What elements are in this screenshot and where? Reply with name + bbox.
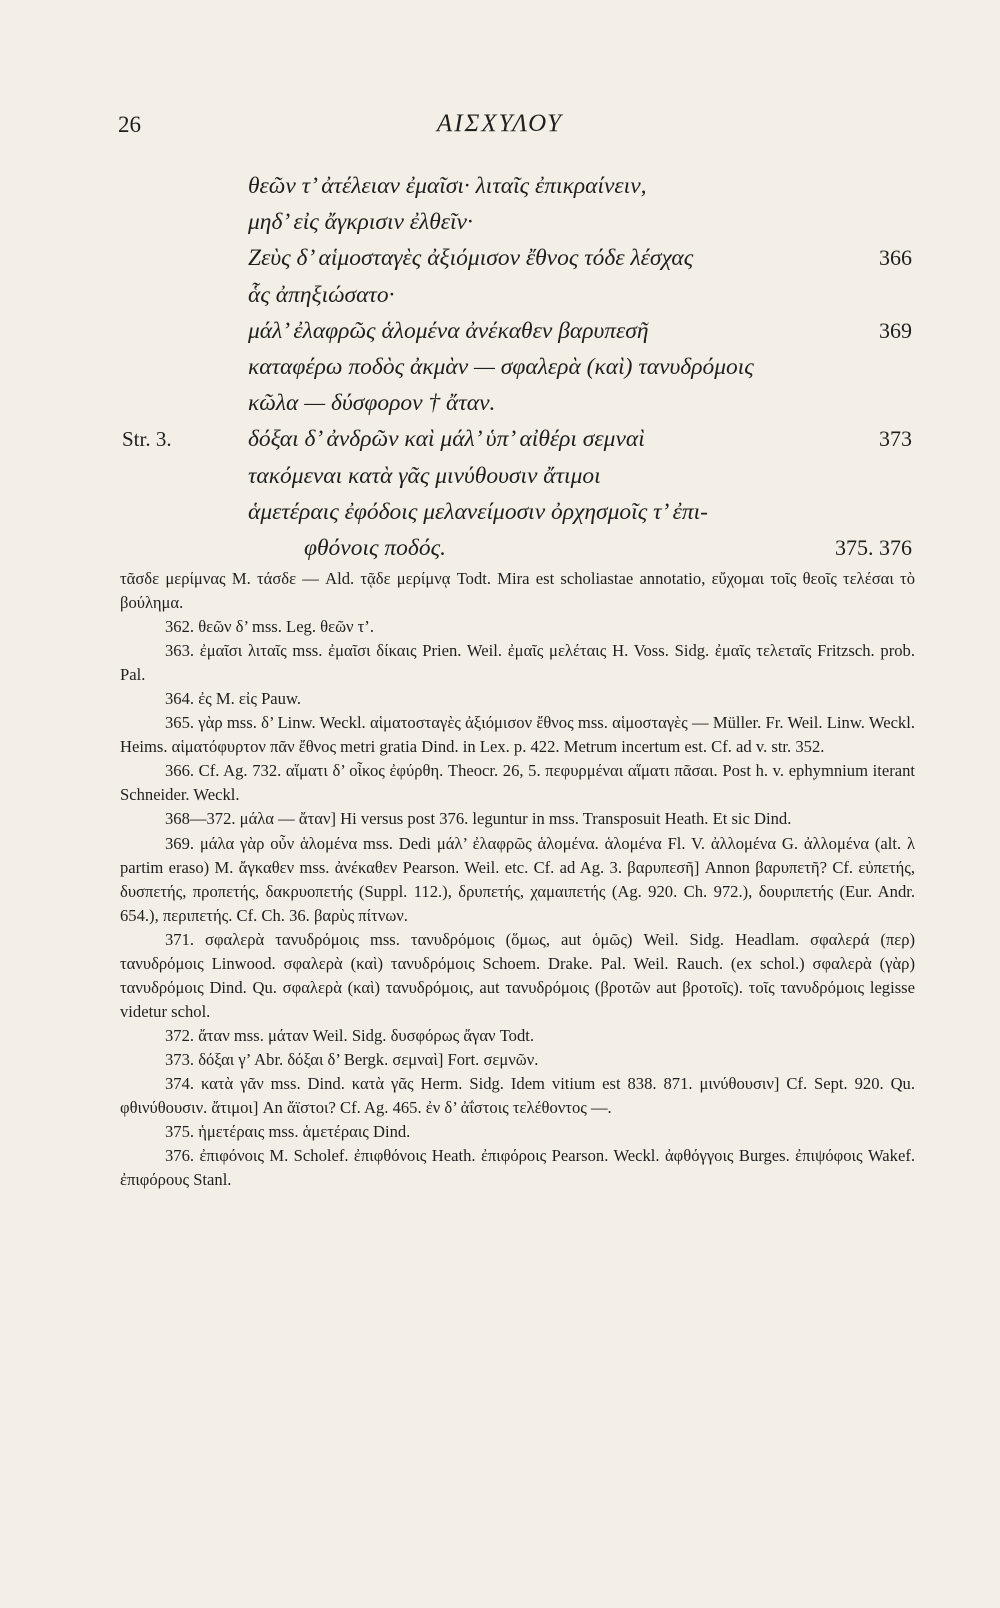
running-head: ΑΙΣΧΥΛΟΥ	[436, 110, 564, 137]
line-number: 373	[879, 426, 912, 452]
critical-apparatus	[120, 567, 915, 1192]
apparatus-note: 375. ἡμετέραις mss. ἁμετέραις Dind.	[165, 1122, 411, 1142]
apparatus-note: 371. σφαλερὰ τανυδρόμοις mss. τανυδρόμοις (ὅμως, aut ὁμῶς) Weil. Sidg. Headlam. σφαλερά (περ) τανυδρόμοις Linwood. σφαλερὰ (καὶ) τανυδρόμοις Schoem. Drake. Pal. Weil. Rauch. (ex schol.) σφαλερὰ (γὰρ) τανυδρόμοις Dind. Qu. σφαλερὰ (καὶ) τανυδρόμοις, aut τανυδρόμοις (βροτῶν aut βροτοῖς). τοῖς τανυδρόμοις legisse videtur schol.	[120, 929, 915, 1021]
apparatus-note: 376. ἐπιφόνοις M. Scholef. ἐπιφθόνοις Heath. ἐπιφόροις Pearson. Weckl. ἀφθόγγοις Burges. ἐπιψόφοις Wakef. ἐπιφόρους Stanl.	[120, 1146, 915, 1190]
strophe-label: Str. 3.	[122, 427, 172, 452]
verse-line	[0, 494, 1000, 530]
verse-line	[0, 421, 1000, 457]
verse-text: καταφέρω ποδὸς ἀκμὰν — σφαλερὰ (καὶ) τανυδρόμοις	[248, 353, 754, 380]
verse-text: φθόνοις ποδός.	[304, 534, 447, 561]
apparatus-note: 372. ἄταν mss. μάταν Weil. Sidg. δυσφόρως ἄγαν Todt.	[165, 1025, 535, 1045]
page-number: 26	[118, 112, 141, 137]
verse-line	[0, 204, 1000, 240]
verse-block	[0, 168, 1000, 566]
verse-line	[0, 530, 1000, 566]
verse-line	[0, 240, 1000, 276]
line-number: 375. 376	[835, 534, 912, 560]
verse-text: μάλ’ ἐλαφρῶς ἁλομένα ἀνέκαθεν βαρυπεσῆ	[248, 317, 649, 344]
verse-text: ἁμετέραις ἐφόδοις μελανείμοσιν ὀρχησμοῖς τ’ ἐπι-	[248, 498, 708, 525]
apparatus-note: 373. δόξαι γ’ Abr. δόξαι δ’ Bergk. σεμναὶ] Fort. σεμνῶν.	[165, 1049, 539, 1069]
apparatus-note: 366. Cf. Ag. 732. αἵματι δ’ οἶκος ἐφύρθη. Theocr. 26, 5. πεφυρμέναι αἵματι πᾶσαι. Post h. v. ephymnium iterant Schneider. Weckl.	[120, 761, 915, 805]
verse-text: κῶλα — δύσφορον † ἄταν.	[248, 390, 496, 417]
apparatus-note: 362. θεῶν δ’ mss. Leg. θεῶν τ’.	[165, 617, 374, 637]
verse-line	[0, 458, 1000, 494]
verse-text: Ζεὺς δ’ αἱμοσταγὲς ἀξιόμισον ἔθνος τόδε λέσχας	[248, 245, 694, 272]
line-number: 366	[879, 245, 912, 271]
verse-text: μηδ’ εἰς ἄγκρισιν ἐλθεῖν·	[248, 209, 473, 236]
apparatus-note: 368—372. μάλα — ἄταν] Hi versus post 376. leguntur in mss. Transposuit Heath. Et sic Dind.	[165, 809, 792, 829]
verse-text: τακόμεναι κατὰ γᾶς μινύθουσιν ἄτιμοι	[248, 462, 601, 489]
apparatus-note: 363. ἐμαῖσι λιταῖς mss. ἐμαῖσι δίκαις Prien. Weil. ἐμαῖς μελέταις H. Voss. Sidg. ἐμαῖς τελεταῖς Fritzsch. prob. Pal.	[120, 641, 915, 685]
verse-line	[0, 168, 1000, 204]
apparatus-note: 374. κατὰ γᾶν mss. Dind. κατὰ γᾶς Herm. Sidg. Idem vitium est 838. 871. μινύθουσιν] Cf. Sept. 920. Qu. φθινύθουσιν. ἄτιμοι] An ἄϊστοι? Cf. Ag. 465. ἐν δ’ ἀΐστοις τελέθοντος —.	[120, 1073, 915, 1118]
verse-text: δόξαι δ’ ἀνδρῶν καὶ μάλ’ ὑπ’ αἰθέρι σεμναὶ	[248, 426, 645, 453]
apparatus-note: 364. ἐς M. εἰς Pauw.	[165, 689, 302, 709]
verse-line	[0, 385, 1000, 421]
verse-line	[0, 349, 1000, 385]
apparatus-note: 365. γὰρ mss. δ’ Linw. Weckl. αἱματοσταγὲς ἀξιόμισον ἔθνος mss. αἱμοσταγὲς — Müller. Fr. Weil. Linw. Weckl. Heims. αἱματόφυρτον πᾶν ἔθνος metri gratia Dind. in Lex. p. 422. Metrum incertum est. Cf. ad v. str. 352.	[120, 713, 915, 757]
verse-text: θεῶν τ’ ἀτέλειαν ἐμαῖσι· λιταῖς ἐπικραίνειν,	[248, 173, 647, 199]
verse-text: ἇς ἀπηξιώσατο·	[248, 281, 395, 308]
apparatus-note: 369. μάλα γὰρ οὖν ἁλομένα mss. Dedi μάλ’ ἐλαφρῶς ἁλομένα. ἁλομένα Fl. V. ἀλλομένα G. ἀλλομένα (alt. λ partim eraso) M. ἄγκαθεν mss. ἀνέκαθεν Pearson. Weil. etc. Cf. ad Ag. 3. βαρυπεσῆ] Annon βαρυπετῆ? Cf. εὐπετής, δυσπετής, προπετής, δακρυοπετής (Suppl. 112.), δρυπετής, χαμαιπετής (Ag. 920. Ch. 972.), δουριπετής (Eur. Andr. 654.), περιπετής. Cf. Ch. 36. βαρὺς πίτνων.	[120, 833, 915, 925]
verse-line	[0, 277, 1000, 313]
apparatus-note: τᾶσδε μερίμνας M. τάσδε — Ald. τᾷδε μερίμνᾳ Todt. Mira est scholiastae annotatio, εὔχομαι τοῖς θεοῖς τελέσαι τὸ βούλημα.	[120, 569, 915, 613]
verse-line	[0, 313, 1000, 349]
line-number: 369	[879, 317, 912, 343]
